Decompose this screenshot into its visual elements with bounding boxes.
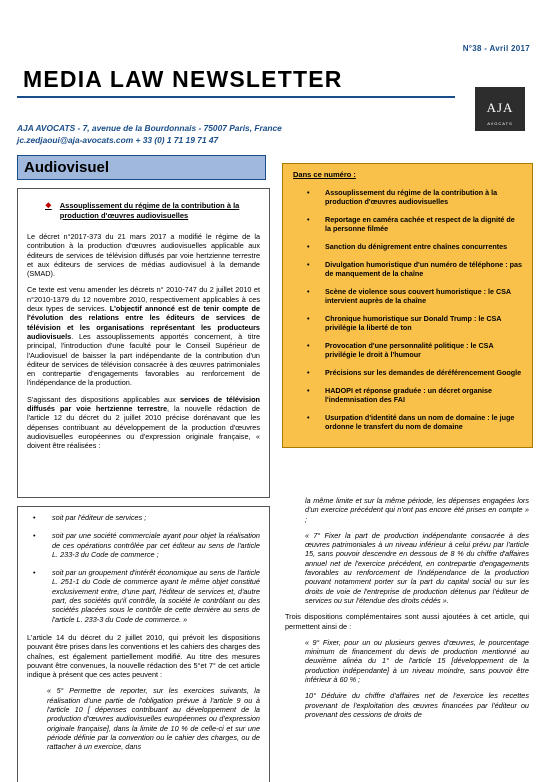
section-heading: Audiovisuel [17,155,266,180]
aja-logo [475,87,525,131]
title-rule [17,96,455,98]
diamond-bullet-icon: ❖ [45,201,52,210]
list-item: • soit par l'éditeur de services ; [45,513,260,522]
paragraph: « 7° Fixer la part de production indépendante consacrée à des œuvres patrimoniales à un niveau inférieur à celui prévu par l'article 15, sans pouvoir descendre en dessous de 8 % du chiffre d'affaires annuel net de l'exercice précédent, en contrepartie d'engagements favorables au renforcement de l'indépendance de la production pouvant notamment porter sur la part du capital social ou sur les droits de voie de l'entreprise de production détenus par l'éditeur de services ou sur l'étendue des droits cédés ». [305,530,529,605]
bold-run: services de télévision diffusés par voie hertzienne terrestre [27,394,260,414]
logo-subtext: AVOCATS [487,121,513,126]
summary-item: • Usurpation d'identité dans un nom de domaine : le juge ordonne le transfert du nom de domaine [313,413,522,431]
summary-title: Dans ce numéro : [293,170,356,179]
article-column-bottom [17,506,270,782]
logo-text: AJA [486,100,514,115]
paragraph: Le décret n°2017-373 du 21 mars 2017 a modifié le régime de la contribution à la production d'œuvres audiovisuelles applicable aux éditeurs de services de télévision diffusés par voie hertzienne terrestre et aux éditeurs de services de médias audiovisuel à la demande (SMAD). [27,232,260,279]
paragraph [27,285,260,387]
contact-line: jc.zedjaoui@aja-avocats.com + 33 (0) 1 71 19 71 47 [17,135,219,145]
summary-item: • Chronique humoristique sur Donald Trump : le CSA privilégie la liberté de ton [313,314,522,332]
text-run: . Les assouplissements apportés concernent, à titre principal, l'introduction d'une faculté pour le Conseil Supérieur de l'Audiovisuel de baisser la part indépendante de la contribution d'un éditeur de services de télévision consacrée à des œuvres patrimoniales en contrepartie d'engagements favorables au renforcement de l'indépendance de la production. [27,331,260,388]
summary-item: • Provocation d'une personnalité politique : le CSA privilégie le droit à l'humour [313,341,522,359]
summary-item: • Reportage en caméra cachée et respect de la dignité de la personne filmée [313,215,522,233]
list-item: • soit par un groupement d'intérêt économique au sens de l'article L. 251-1 du Code de commerce ayant le même objet constitué exclusivement entre, d'une part, l'éditeur de services et, d'autre part, des sociétés qu'il contrôle, la société le contrôlant ou des sociétés placées sous le contrôle de cette dernière au sens de l'article L. 233-3 du Code de commerce. » [45,568,260,624]
summary-item: • Précisions sur les demandes de déréférencement Google [313,368,522,377]
summary-list [293,188,522,431]
bold-run: L'objectif annoncé est de tenir compte de l'évolution des relations entre les éditeurs de services de télévision et les organisations représentant les producteurs audiovisuels [27,304,260,341]
text-run: Ce texte est venu amender les décrets n° 2010-747 du 2 juillet 2010 et n°2010-1379 du 12 novembre 2010, respectivement applicables à ces deux types de services. [27,285,260,314]
paragraph: Trois dispositions complémentaires sont aussi ajoutées à cet article, qui permettent ainsi de : [285,612,529,631]
summary-box [282,163,533,448]
summary-item: • HADOPI et réponse graduée : un décret organise l'indemnisation des FAI [313,386,522,404]
article-column-right [281,490,533,782]
address-line: AJA AVOCATS - 7, avenue de la Bourdonnais - 75007 Paris, France [17,123,282,133]
paragraph: L'article 14 du décret du 2 juillet 2010, qui prévoit les dispositions pouvant être prises dans les conventions et les cahiers des charges des chaînes, est également partiellement modifié. Au titre des mesures pouvant être convenues, la nouvelle rédaction des 5°et 7° de cet article indique à présent que ces actes peuvent : [27,632,260,680]
summary-item: • Scène de violence sous couvert humoristique : le CSA intervient auprès de la chaîne [313,287,522,305]
summary-item: • Assouplissement du régime de la contribution à la production d'œuvres audiovisuelles [313,188,522,206]
paragraph: 10° Déduire du chiffre d'affaires net de l'exercice les recettes provenant de l'exploitation des œuvres financées par l'éditeur ou provenant des cessions de droits de [305,691,529,719]
paragraph: « 9° Fixer, pour un ou plusieurs genres d'œuvres, le pourcentage minimum de financement du devis de production mentionné au deuxième alinéa du 1° de l'article 15 [développement de la production indépendante] à un niveau moindre, sans pouvoir être inférieur à 60 % ; [305,637,529,685]
paragraph: « 5° Permettre de reporter, sur les exercices suivants, la réalisation d'une partie de l'obligation prévue à l'article 9 ou à l'article 10 [ dépenses contribuant au développement de la production d'œuvres audiovisuelles européennes ou d'expression originale française], dans la limite de 10 % de celle-ci et sur une période définie par la convention ou le cahier des charges, ou de rattacher à un exercice, dans [47,686,260,752]
article-title-text: Assouplissement du régime de la contribution à la production d'œuvres audiovisuelles [59,201,240,220]
paragraph: la même limite et sur la même période, les dépenses engagées lors d'un exercice précédent qui n'ont pas encore été prises en compte » ; [305,496,529,524]
text-run: , la nouvelle rédaction de l'article 12 du décret du 2 juillet 2010 précise dorénavant que les dépenses contribuant au développement de la production d'œuvres audiovisuelles européennes ou d'expression originale française, « doivent être réalisées : [27,404,260,451]
quote-list [27,513,260,624]
text-run: S'agissant des dispositions applicables aux [27,394,181,404]
article-title [27,201,260,220]
paragraph [27,395,260,451]
list-item: • soit par une société commerciale ayant pour objet la réalisation de ces opérations contrôlée par cet éditeur au sens de l'article L. 233-3 du Code de commerce ; [45,531,260,559]
newsletter-title: MEDIA LAW NEWSLETTER [23,66,343,92]
summary-item: • Sanction du dénigrement entre chaînes concurrentes [313,242,522,251]
article-column-top [17,188,270,498]
issue-number: N°38 - Avril 2017 [462,44,530,53]
summary-item: • Divulgation humoristique d'un numéro de téléphone : pas de manquement de la chaîne [313,260,522,278]
